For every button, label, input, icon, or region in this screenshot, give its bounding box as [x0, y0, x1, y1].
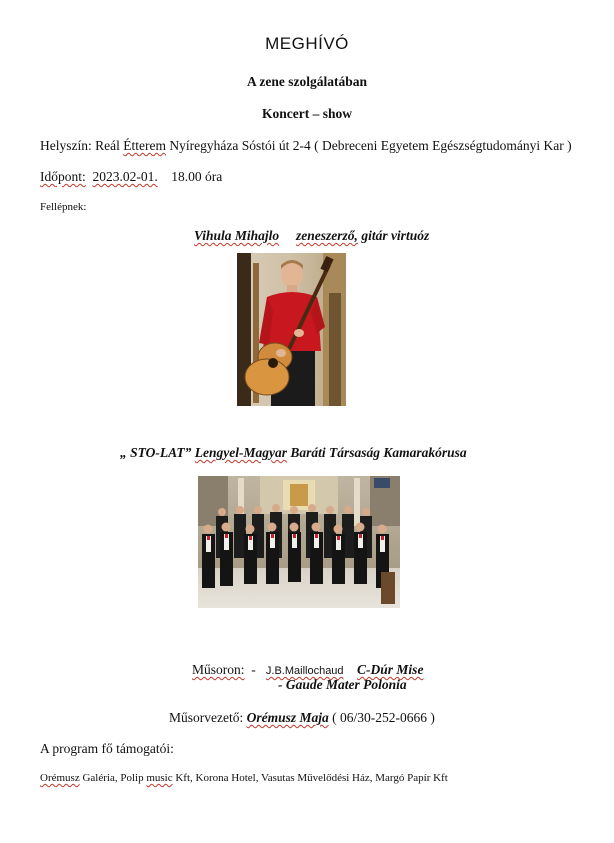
sponsor-oremusz: Orémusz — [40, 772, 80, 784]
program-piece1: C-Dúr Mise — [357, 662, 424, 677]
performer1-name: Vihula Mihajlo — [194, 228, 280, 243]
program-line — [192, 662, 423, 678]
location-venue-word: Étterem — [123, 138, 166, 153]
performer2-word: Lengyel-Magyar — [194, 445, 287, 460]
performer2-name: STO-LAT” — [130, 445, 192, 460]
location-line — [40, 138, 572, 154]
sponsor-music: music — [146, 772, 173, 784]
program-dash: - — [251, 662, 256, 677]
host-label: Műsorvezető: — [169, 710, 244, 725]
guitarist-photo — [237, 253, 346, 406]
program-composer: J.B.Maillochaud — [265, 665, 344, 677]
time-line — [40, 169, 222, 185]
performer2-quote: „ — [120, 445, 131, 460]
sponsor-text-2: Kft, Korona Hotel, Vasutas Művelődési Ház, Margó Papír Kft — [172, 772, 448, 784]
performers-label: Fellépnek: — [40, 201, 87, 213]
host-name: Orémusz Maja — [246, 710, 329, 725]
time-hour: 18.00 óra — [171, 169, 223, 184]
time-date: 2023.02-01. — [92, 169, 158, 184]
event-type: Koncert – show — [262, 106, 352, 121]
location-text-pre: Reál — [91, 138, 124, 153]
performer2-rest: Baráti Társaság Kamarakórusa — [287, 445, 467, 460]
performer1-line — [194, 228, 429, 244]
subtitle: A zene szolgálatában — [247, 74, 367, 89]
sponsors-label: A program fő támogatói: — [40, 741, 174, 756]
sponsor-text-1: Galéria, Polip — [79, 772, 147, 784]
program-label: Műsoron: — [192, 662, 245, 677]
host-line — [169, 710, 435, 726]
sponsors-list — [40, 772, 448, 784]
performer1-role-rest: gitár virtuóz — [357, 228, 430, 243]
performer2-line — [120, 445, 467, 461]
page-title: MEGHÍVÓ — [265, 34, 349, 53]
location-text-post: Nyíregyháza Sóstói út 2-4 ( Debreceni Egyetem Egészségtudományi Kar ) — [165, 138, 572, 153]
time-label: Időpont: — [40, 169, 86, 184]
choir-photo — [198, 476, 400, 608]
host-phone: ( 06/30-252-0666 ) — [328, 710, 435, 725]
location-label: Helyszín: — [40, 138, 92, 153]
performer1-role: zeneszerző, — [296, 228, 358, 243]
program-piece2: - Gaude Mater Polonia — [278, 677, 407, 692]
